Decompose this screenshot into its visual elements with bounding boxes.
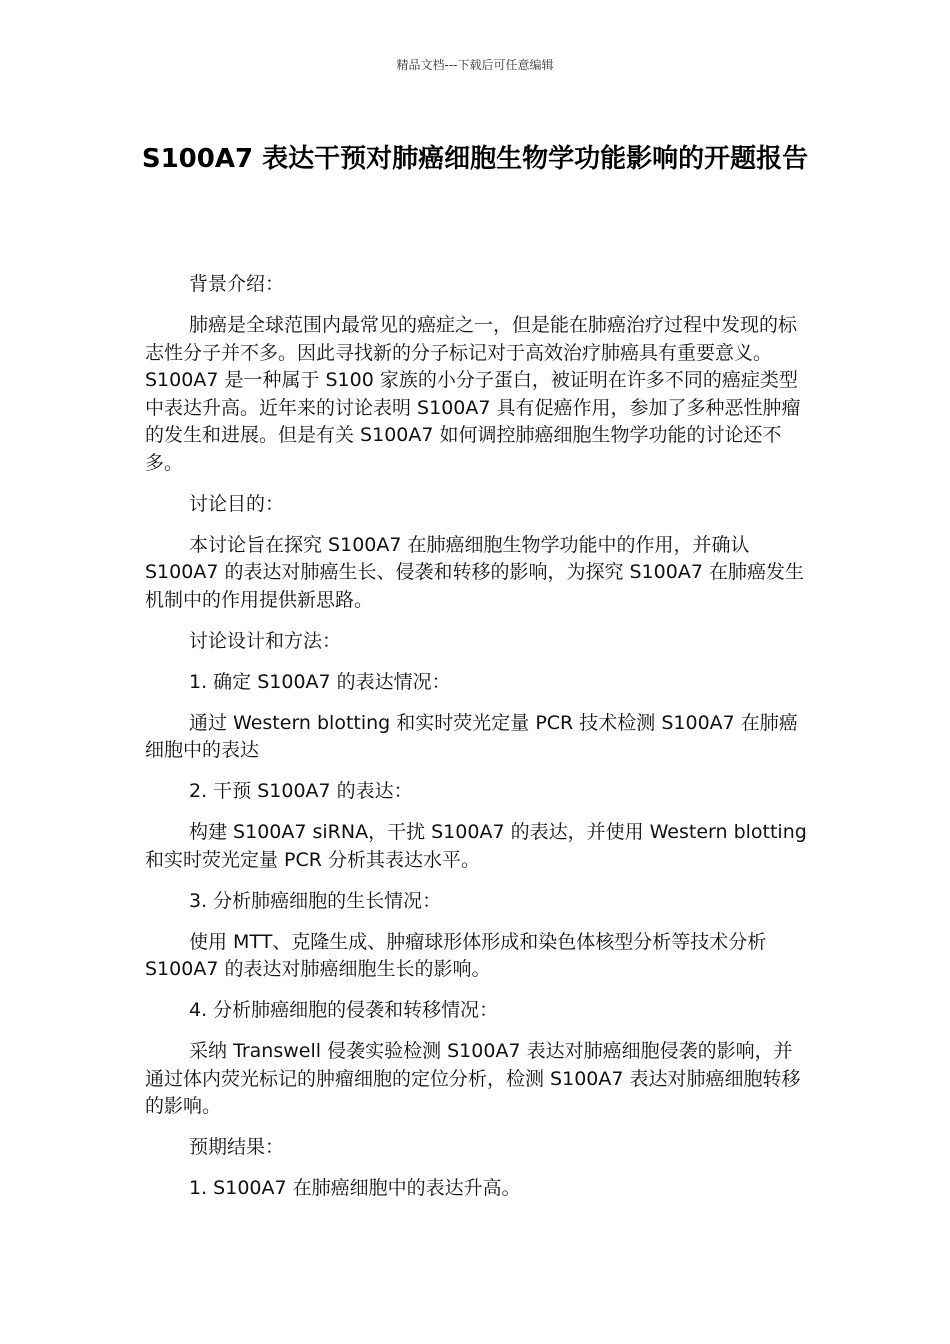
section-heading-expected-results: 预期结果： (189, 1136, 285, 1158)
expected-result-1: 1. S100A7 在肺癌细胞中的表达升高。 (189, 1177, 521, 1199)
method-step-2-text: 构建 S100A7 siRNA，干扰 S100A7 的表达，并使用 Western blotting 和实时荧光定量 PCR 分析其表达水平。 (145, 821, 807, 871)
section-heading-purpose: 讨论目的： (189, 492, 285, 515)
paragraph-purpose: 本讨论旨在探究 S100A7 在肺癌细胞生物学功能中的作用，并确认 S100A7 的表达对肺癌生长、侵袭和转移的影响，为探究 S100A7 在肺癌发生机制中的作用提供新思路。 (145, 533, 804, 611)
paragraph-background: 肺癌是全球范围内最常见的癌症之一，但是能在肺癌治疗过程中发现的标志性分子并不多。因此寻找新的分子标记对于高效治疗肺癌具有重要意义。S100A7 是一种属于 S100 家族的小分子蛋白，被证明在许多不同的癌症类型中表达升高。近年来的讨论表明 S100A7 具有促癌作用，参加了多种恶性肿瘤的发生和进展。但是有关 S100A7 如何调控肺癌细胞生物学功能的讨论还不多。 (145, 314, 801, 474)
document-body (145, 271, 810, 1216)
method-step-1-text: 通过 Western blotting 和实时荧光定量 PCR 技术检测 S100A7 在肺癌细胞中的表达 (145, 711, 798, 761)
method-step-3-heading: 3. 分析肺癌细胞的生长情况： (189, 889, 442, 912)
method-step-2-heading: 2. 干预 S100A7 的表达： (189, 780, 413, 802)
section-heading-methods: 讨论设计和方法： (189, 629, 342, 652)
method-step-4-heading: 4. 分析肺癌细胞的侵袭和转移情况： (189, 999, 499, 1021)
method-step-3-text: 使用 MTT、克隆生成、肿瘤球形体形成和染色体核型分析等技术分析 S100A7 的表达对肺癌细胞生长的影响。 (145, 930, 767, 980)
document-title: S100A7 表达干预对肺癌细胞生物学功能影响的开题报告 (141, 144, 809, 174)
page-header: 精品文档---下载后可任意编辑 (396, 58, 554, 72)
method-step-1-heading: 1. 确定 S100A7 的表达情况： (189, 670, 451, 693)
method-step-4-text: 采纳 Transwell 侵袭实验检测 S100A7 表达对肺癌细胞侵袭的影响，并通过体内荧光标记的肿瘤细胞的定位分析，检测 S100A7 表达对肺癌细胞转移的影响。 (145, 1040, 801, 1117)
section-heading-background: 背景介绍： (189, 273, 285, 295)
